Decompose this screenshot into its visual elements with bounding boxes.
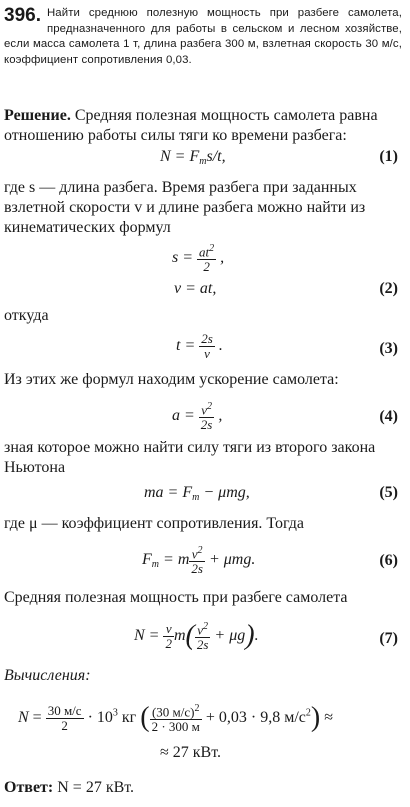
calculation-result: ≈ 27 кВт. [160,744,222,761]
equation-1: $N = F_тs/t$, (1) [160,148,398,167]
calculation-line: N = $\frac{30 м/с}{2}$ · $10^3$ кг ( $\frac{(30 м/с)^2}{2 \cdot 300 м}$ + 0,03 · 9,8 $м/с^2$) ≈ [18,702,334,735]
calc-label: Вычисления: [4,667,91,684]
answer: Ответ: N = 27 кВт. [4,779,135,796]
paragraph-1: где s — длина разбега. Время разбега при заданных взлетной скорости v и длине разбега можно найти из кинематических формул [4,179,366,236]
paragraph-6: Средняя полезная мощность при разбеге самолета [4,589,348,606]
solution-heading: Решение. [4,107,71,124]
problem-statement [4,6,402,68]
equation-4: a = $\frac{v^2}{2s}$ , (4) [172,401,398,433]
equation-7: N = $\frac{v}{2}$ m( $\frac{v^2}{2s}$ + μg). (7) [134,620,398,653]
paragraph-2: откуда [4,307,49,324]
equation-2: v = at, (2) [174,280,398,297]
paragraph-4: зная которое можно найти силу тяги из второго закона Ньютона [4,439,376,476]
equation-5: ma = $F_т - \mu mg$, (5) [144,484,398,503]
solution-intro: Решение. Средняя полезная мощность самолета равна отношению работы силы тяги ко времени разбега: [4,107,378,144]
paragraph-3: Из этих же формул находим ускорение самолета: [4,371,339,388]
problem-number: 396. [4,5,41,26]
paragraph-5: где μ — коэффициент сопротивления. Тогда [4,515,304,532]
equation-6: $F_т = m$ $\frac{v^2}{2s}$ + μmg. (6) [142,545,398,577]
problem-text: Найти среднюю полезную мощность при разбеге самолета, предназначенного для работы в сельском и лесном хозяйстве, если масса самолета 1 т, длина разбега 300 м, взлетная скорость 30 м/с, коэффициент сопротивления 0,03. [4,7,402,66]
equation-s: s = $\frac{at^2}{2}$ , [172,243,225,275]
equation-3: t = $\frac{2s}{v}$ . (3) [176,331,398,361]
